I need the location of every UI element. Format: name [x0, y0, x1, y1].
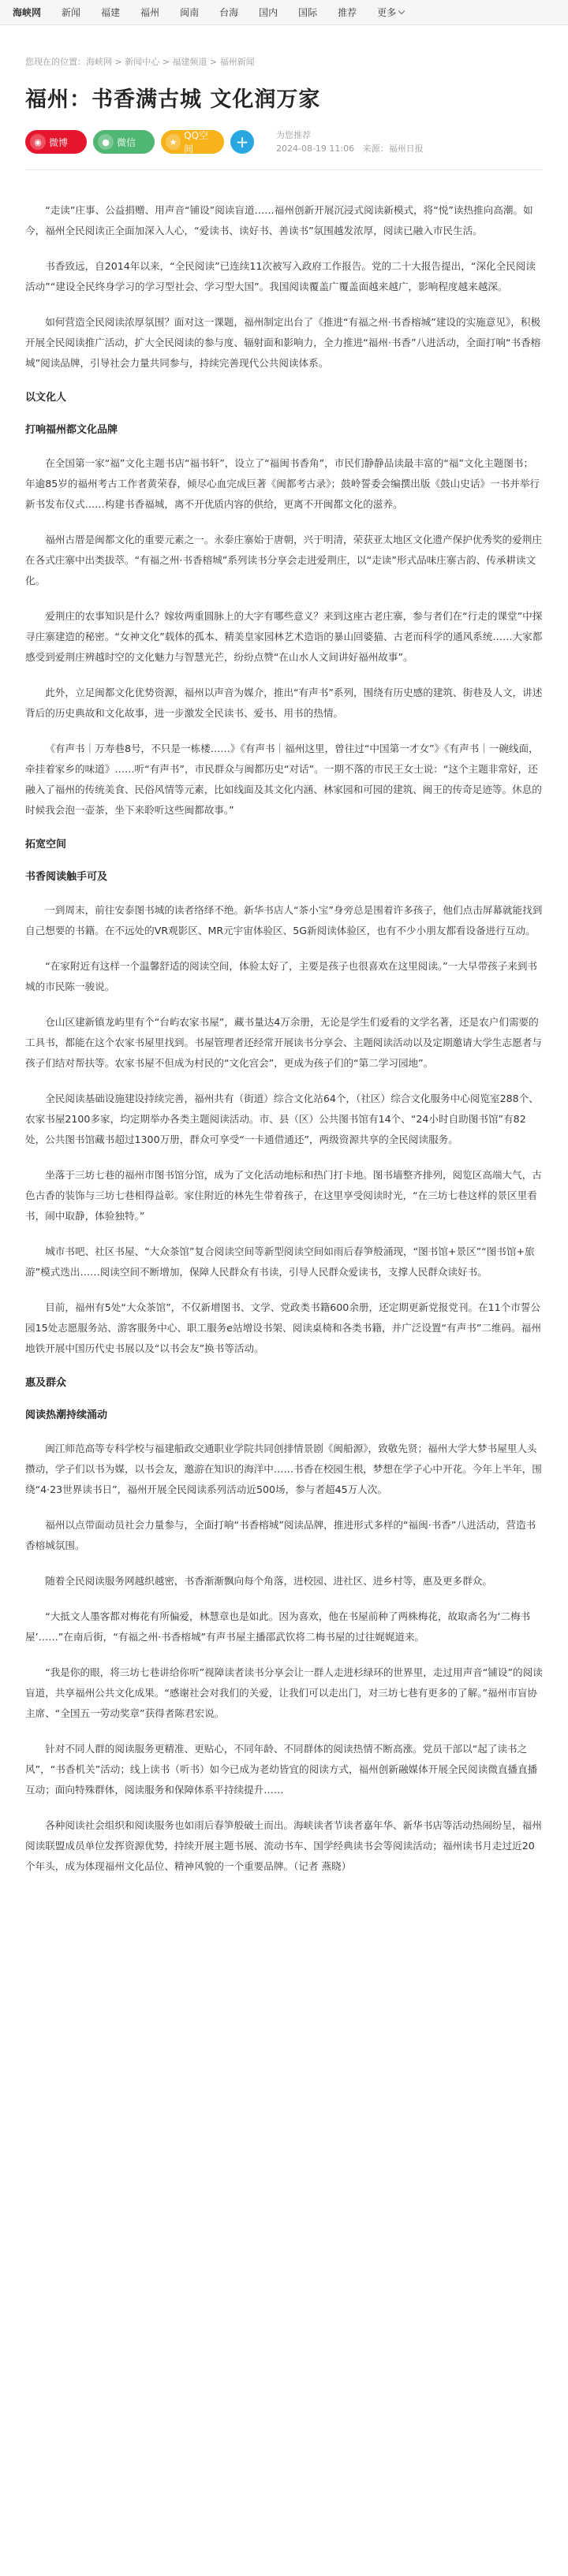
site-logo[interactable]: 海峡网: [13, 7, 42, 18]
publish-info: [276, 128, 424, 155]
paragraph: 目前，福州有5处“大众茶馆”，不仅新增图书、文学、党政类书籍600余册，还定期更新党报党刊。在11个市誓公园15处志愿服务站、游客服务中心、职工服务e站增设书架、阅读桌椅和各类书籍，并广泛设置“有声书”二维码。福州地铁开展中国历代史书展以及“以书会友”换书等活动。: [25, 1301, 541, 1354]
paragraph: 爱荆庄的农事知识是什么？嫁妆两重圆脉上的大字有哪些意义？来到这座古老庄寨，参与者们在“行走的课堂”中探寻庄寨建造的秘密。“女神文化”载体的孤本、精美皇家园林艺术造诣的暴山回婆猫、古老而科学的通风系统……大家都感受到爱荆庄辨越时空的文化魅力与智慧光芒，纷纷点赞“在山水人文间讲好福州故事”。: [25, 610, 543, 663]
wechat-icon: ●: [98, 134, 114, 150]
paragraph: 坐落于三坊七巷的福州市图书馆分馆，成为了文化活动地标和热门打卡地。图书墙整齐排列，阅览区高端大气，古色古香的装饰与三坊七巷相得益彰。家住附近的林先生带着孩子，在这里享受阅读时光，“在三坊七巷这样的景区里看书，闹中取静，体验独特。”: [25, 1169, 542, 1222]
paragraph: 福州古厝是闽都文化的重要元素之一。永泰庄寨始于唐朝，兴于明清，荣获亚太地区文化遗产保护优秀奖的爱荆庄在各式庄寨中出类拔萃。“有福之州·书香榕城”系列读书分享会走进爱荆庄，以“走读”形式品味庄寨古韵、传承耕读文化。: [25, 534, 542, 586]
paragraph: 一到周末，前往安泰图书城的读者络绎不绝。新华书店人“茶小宝”身旁总是围着许多孩子，他们点击屏幕就能找到自己想要的书籍。在不远处的VR观影区、MR元宇宙体验区、5G新阅读体验区，也有不少小朋友都看设备进行互动。: [25, 904, 543, 936]
paragraph: “走读”庄事、公益捐赠、用声音“铺设”阅读盲道……福州创新开展沉浸式阅读新模式，将“悦”读热推向高潮。如今，福州全民阅读正全面加深入人心，“爱读书、读好书、善读书”氛围越发浓厚，阅读已融入市民生活。: [25, 204, 533, 236]
breadcrumb-path[interactable]: 海峡网 > 新闻中心 > 福建频道 > 福州新闻: [86, 57, 255, 67]
paragraph: 此外，立足闽都文化优势资源，福州以声音为媒介，推出“有声书”系列，围绕有历史感的建筑、街巷及人文，讲述背后的历史典故和文化故事，进一步激发全民读书、爱书、用书的热情。: [25, 687, 543, 719]
article-body: [25, 170, 543, 1877]
nav-item-recommend[interactable]: 推荐: [338, 7, 357, 18]
chevron-down-icon: [398, 8, 405, 14]
article-title: 福州：书香满古城 文化润万家: [25, 87, 321, 112]
section-subheading: 打响福州都文化品牌: [25, 424, 118, 436]
plus-icon: +: [235, 132, 249, 151]
section-heading: 惠及群众: [25, 1377, 67, 1389]
breadcrumb-prefix: 您现在的位置：: [25, 57, 86, 67]
qzone-icon: ★: [166, 134, 181, 150]
section-heading: 拓宽空间: [25, 839, 67, 851]
paragraph: 在全国第一家“福”文化主题书店“福书轩”，设立了“福闽书香角”，市民们静静品读最丰富的“福”文化主题图书；年逾85岁的福州考古工作者黄荣春，倾尽心血完成巨著《闽都考古录》；鼓岭誓委会编撰出版《鼓山史话》一书并举行新书发布仪式……构建书香福城，离不开优质内容的供给，更离不开闽都文化的滋养。: [25, 457, 540, 510]
paragraph: 随着全民阅读服务网越织越密，书香渐渐飘向每个角落，进校园、进社区、进乡村等，惠及更多群众。: [45, 1575, 492, 1587]
paragraph: 《有声书｜万寿巷8号，不只是一栋楼……》《有声书｜福州这里，曾往过“中国第一才女”》《有声书｜一碗线面，牵挂着家乡的味道》……听“有声书”，市民群众与闽都历史“对话”。一期不落的市民王女士说：“这个主题非常好，还融入了福州的传统美食、民俗风情等元素，比如线面及其文化内涵、林家园和可园的建筑、闽王的传奇足迹等。休息的时候我会泡一壶茶，坐下来聆听这些闽都故事。”: [25, 743, 542, 816]
paragraph: 书香致远，自2014年以来，“全民阅读”已连续11次被写入政府工作报告。党的二十大报告提出，“深化全民阅读活动”“建设全民终身学习的学习型社会、学习型大国”。我国阅读覆盖广覆盖面越来越广，影响程度越来越深。: [25, 260, 536, 292]
weibo-icon: ◉: [30, 134, 46, 150]
nav-item-news[interactable]: 新闻: [62, 7, 81, 18]
paragraph: “我是你的眼，将三坊七巷讲给你听”视障读者读书分享会让一群人走进杉绿环的世界里，走过用声音“铺设”的阅读盲道，共享福州公共文化成果。“感谢社会对我们的关爱，让我们可以走出门，对三坊七巷有更多的了解。”福州市盲协主席、“全国五一劳动奖章”获得者陈君宏说。: [25, 1666, 543, 1719]
nav-item-fuzhou[interactable]: 福州: [140, 7, 160, 18]
share-wechat-label: 微信: [117, 136, 136, 148]
paragraph: 如何营造全民阅读浓厚氛围？面对这一课题，福州制定出台了《推进“有福之州·书香榕城”建设的实施意见》，积极开展全民阅读推广活动，扩大全民阅读的参与度、辐射面和影响力，全力推进“福州·书香”八进活动，全面打响“书香榕城”阅读品牌，引导社会力量共同参与，持续完善现代公共阅读体系。: [25, 316, 541, 369]
paragraph: “在家附近有这样一个温馨舒适的阅读空间，体验太好了，主要是孩子也很喜欢在这里阅读。”一大早带孩子来到书城的市民陈一骏说。: [25, 960, 538, 992]
share-wechat-button[interactable]: [93, 130, 155, 154]
share-weibo-label: 微博: [49, 136, 69, 148]
article-meta-bar: [25, 128, 543, 170]
share-qzone-label: QQ空间: [184, 130, 208, 154]
paragraph: 福州以点带面动员社会力量参与，全面打响“书香榕城”阅读品牌，推进形式多样的“福闽·书香”八进活动，营造书香榕城氛围。: [25, 1519, 536, 1551]
article-source: 为您推荐: [276, 130, 311, 140]
paragraph: 城市书吧、社区书屋、“大众茶馆”复合阅读空间等新型阅读空间如雨后春笋般涌现，“图书馆+景区”“图书馆+旅游”模式迭出……阅读空间不断增加，保障人民群众有书读，引导人民群众爱读书，支撑人民群众读好书。: [25, 1245, 535, 1278]
section-subheading: 阅读热潮持续涌动: [25, 1409, 108, 1421]
nav-more-dropdown[interactable]: [367, 6, 414, 19]
section-heading: 以文化人: [25, 392, 67, 404]
section-subheading: 书香阅读触手可及: [25, 871, 108, 883]
article-editor: 来源：福州日报: [362, 143, 424, 154]
paragraph: 各种阅读社会组织和阅读服务也如雨后春笋般破土而出。海峡读者节读者嘉年华、新华书店等活动热闹纷呈，福州阅读联盟成员单位发挥资源优势，持续开展主题书展、流动书车、国学经典读书会等阅读活动；福州读书月走过近20个年头，成为体现福州文化品位、精神风貌的一个重要品牌。（记者 燕晓）: [25, 1819, 542, 1872]
share-buttons: [25, 130, 254, 154]
paragraph: 全民阅读基础设施建设持续完善，福州共有（街道）综合文化站64个，（社区）综合文化服务中心阅览室288个、农家书屋2100多家，均定期举办各类主题阅读活动。市、县（区）公共图书馆有14个、“24小时自助图书馆”有82处，公共图书馆藏书超过1300万册，群众可享受“一卡通借通还”，两级资源共享的全民阅读服务。: [25, 1093, 539, 1145]
paragraph: 仓山区建新镇龙屿里有个“台屿农家书屋”，藏书量达4万余册，无论是学生们爱看的文学名著，还是农户们需要的工具书，都能在这个农家书屋里找到。书屋管理者还经常开展读书分享会、主题阅读活动以及定期邀请大学生志愿者与孩子们结对帮扶等。农家书屋不但成为村民的“文化宫会”，更成为孩子们的“第二学习园地”。: [25, 1016, 542, 1069]
nav-item-fujian[interactable]: 福建: [101, 7, 121, 18]
breadcrumb: [25, 25, 543, 68]
share-weibo-button[interactable]: [25, 130, 87, 154]
nav-item-domestic[interactable]: 国内: [259, 7, 278, 18]
paragraph: 针对不同人群的阅读服务更精准、更贴心，不同年龄、不同群体的阅读热情不断高涨。党员干部以“起了读书之风”，“书香机关”活动；线上读书（听书）如今已成为老幼皆宜的阅读方式，福州创新融媒体开展全民阅读微直播直播互动；面向特殊群体，阅读服务和保障体系平持续提升……: [25, 1743, 538, 1796]
top-navigation: [0, 0, 568, 25]
paragraph: “大抵文人墨客都对梅花有所偏爱，林慧章也是如此。因为喜欢，他在书屋前种了两株梅花，故取斋名为‘二梅书屋’……”在南后街，“有福之州·书香榕城”有声书屋主播邵武钦将二梅书屋的过往娓娓道来。: [25, 1610, 531, 1643]
share-more-button[interactable]: [230, 130, 254, 154]
nav-item-taihai[interactable]: 台海: [219, 7, 239, 18]
nav-item-international[interactable]: 国际: [298, 7, 318, 18]
nav-item-minnan[interactable]: 闽南: [180, 7, 200, 18]
nav-more-label: 更多: [377, 7, 397, 18]
article-datetime: 2024-08-19 11:06: [276, 143, 355, 154]
paragraph: 闽江师范高等专科学校与福建船政交通职业学院共同创排情景剧《闽船源》，致敬先贤；福州大学大梦书屋里人头攒动，学子们以书为媒，以书会友，邀游在知识的海洋中……书香在校园生根，梦想在学子心中开花。今年上半年，围绕“4·23世界读书日”，福州开展全民阅读系列活动近500场，参与者超45万人次。: [25, 1442, 542, 1495]
share-qzone-button[interactable]: [161, 130, 224, 154]
